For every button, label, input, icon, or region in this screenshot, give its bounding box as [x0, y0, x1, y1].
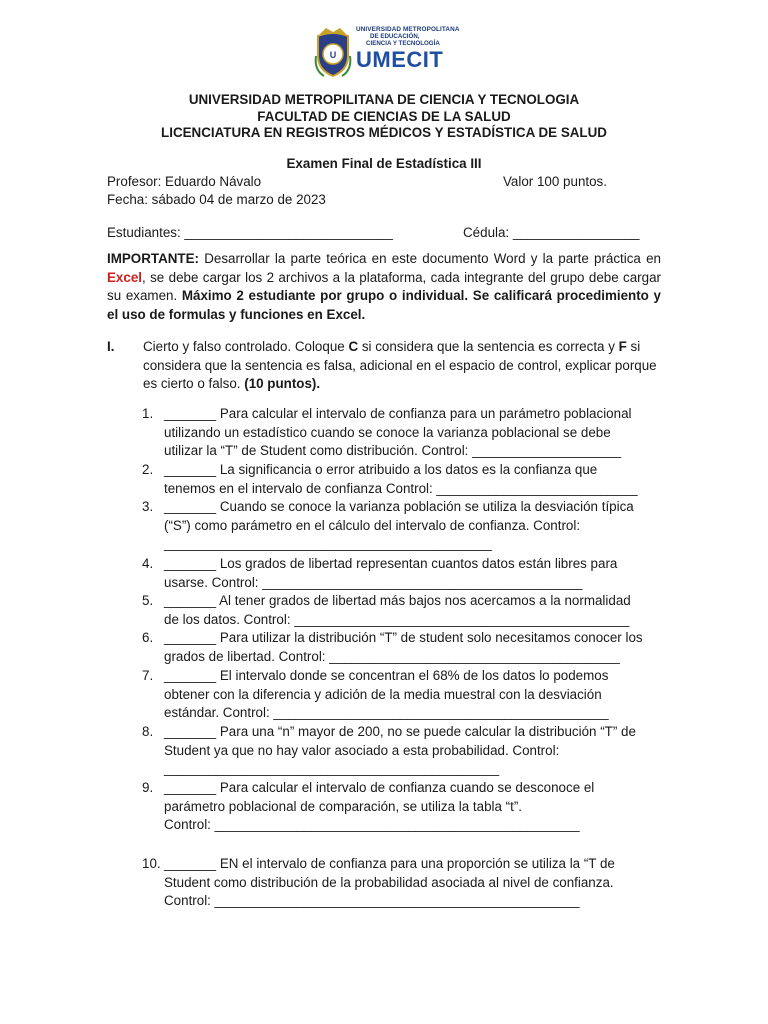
question-line[interactable]: _______ Para calcular el intervalo de confianza para un parámetro poblacional — [164, 406, 632, 421]
question-text — [164, 555, 660, 592]
question-line[interactable]: _______ EN el intervalo de confianza para una proporción se utiliza la “T de — [164, 856, 615, 871]
question-line: Student como distribución de la probabilidad asociada al nivel de confianza. — [164, 874, 614, 890]
logo-brand: UMECIT — [356, 47, 444, 72]
umecit-logo — [314, 26, 460, 82]
question-number: 5. — [142, 593, 154, 608]
degree-name: LICENCIATURA EN REGISTROS MÉDICOS Y ESTADÍSTICA DE SALUD — [161, 125, 607, 140]
question-text — [164, 592, 660, 629]
professor-line — [107, 173, 647, 190]
svg-text:U: U — [329, 50, 337, 60]
section-points: (10 puntos). — [244, 376, 321, 391]
university-name: UNIVERSIDAD METROPILITANA DE CIENCIA Y TECNOLOGIA — [188, 92, 580, 107]
section-text-c: si considera que la sentencia es falsa, adicional en el espacio de control, explicar porque es cierto o falso. — [143, 339, 657, 391]
question-text — [164, 667, 660, 723]
question-text — [164, 461, 660, 498]
logo-line-1: UNIVERSIDAD METROPOLITANA — [356, 26, 460, 33]
question-number: 7. — [142, 668, 154, 683]
question-line: utilizando un estadístico cuando se conoce la varianza poblacional se debe — [164, 424, 611, 440]
question-line[interactable]: _____________________________________________ — [164, 761, 500, 776]
question-line[interactable]: _______ Al tener grados de libertad más bajos nos acercamos a la normalidad — [164, 593, 631, 608]
question-line[interactable]: _______ Para una “n” mayor de 200, no se puede calcular la distribución “T” de — [164, 724, 636, 739]
question-line: Student ya que no hay valor asociado a esta probabilidad. Control: — [164, 742, 560, 758]
question-line[interactable]: _______ Los grados de libertad representan cuantos datos están libres para — [164, 556, 618, 571]
important-notice — [107, 250, 661, 324]
question-text — [164, 723, 660, 779]
section-c: C — [348, 339, 359, 354]
section-instructions — [143, 338, 661, 394]
question-line[interactable]: utilizar la “T” de Student como distribución. Control: ____________________ — [164, 443, 622, 458]
question-number: 4. — [142, 556, 154, 571]
section-number: I. — [107, 339, 115, 354]
important-text-2: , se debe cargar los 2 archivos a la plataforma, cada integrante del grupo debe cargar su examen. — [107, 269, 661, 303]
question-line[interactable]: grados de libertad. Control: _______________________________________ — [164, 648, 620, 664]
question-number: 10. — [142, 856, 161, 871]
section-text-b: si considera que la sentencia es correcta y — [358, 339, 619, 354]
question-text — [164, 779, 660, 835]
section-text-a: Cierto y falso controlado. Coloque — [143, 339, 349, 354]
question-line[interactable]: _______ Cuando se conoce la varianza población se utiliza la desviación típica — [164, 499, 634, 514]
logo-line-3: CIENCIA Y TECNOLOGÍA — [366, 40, 440, 47]
question-number: 2. — [142, 462, 154, 477]
exam-date: Fecha: sábado 04 de marzo de 2023 — [107, 192, 326, 207]
question-number: 1. — [142, 406, 154, 421]
university-seal-icon — [314, 26, 352, 78]
question-line[interactable]: Control: _________________________________________________ — [164, 817, 580, 832]
important-label: IMPORTANTE: — [107, 251, 199, 266]
section-f: F — [618, 339, 627, 354]
question-line[interactable]: de los datos. Control: _____________________________________________ — [164, 611, 630, 627]
question-number: 8. — [142, 724, 154, 739]
question-line[interactable]: _______ La significancia o error atribuido a los datos es la confianza que — [164, 462, 598, 477]
question-line[interactable]: Control: _________________________________________________ — [164, 893, 580, 908]
question-line[interactable]: _______ Para calcular el intervalo de confianza cuando se desconoce el — [164, 780, 595, 795]
logo-line-2: DE EDUCACIÓN, — [370, 33, 420, 40]
important-text-1: Desarrollar la parte teórica en este documento Word y la parte práctica en — [199, 251, 661, 266]
exam-title: Examen Final de Estadística III — [286, 156, 482, 171]
question-text — [164, 405, 660, 461]
institution-headings — [0, 92, 768, 142]
students-line — [107, 224, 647, 241]
question-line[interactable]: estándar. Control: _____________________________________________ — [164, 705, 609, 720]
question-line: parámetro poblacional de comparación, se utiliza la tabla “t”. — [164, 798, 523, 814]
question-text — [164, 855, 660, 911]
students-field[interactable]: Estudiantes: ____________________________ — [107, 225, 393, 240]
exam-value: Valor 100 puntos. — [503, 174, 607, 189]
question-line[interactable]: _______ El intervalo donde se concentran el 68% de los datos lo podemos — [164, 668, 609, 683]
excel-highlight: Excel — [107, 269, 142, 285]
cedula-field[interactable]: Cédula: _________________ — [463, 225, 640, 240]
question-line[interactable]: usarse. Control: ___________________________________________ — [164, 574, 583, 590]
question-line: obtener con la diferencia y adición de la media muestral con la desviación — [164, 686, 602, 702]
faculty-name: FACULTAD DE CIENCIAS DE LA SALUD — [257, 108, 511, 124]
question-text — [164, 498, 660, 554]
important-bold: Máximo 2 estudiante por grupo o individual. Se calificará procedimiento y el uso de formulas y funciones en Excel. — [107, 288, 661, 322]
professor: Profesor: Eduardo Návalo — [107, 174, 262, 189]
question-line[interactable]: tenemos en el intervalo de confianza Control: ___________________________ — [164, 480, 638, 496]
question-number: 9. — [142, 780, 154, 795]
question-line: (“S”) como parámetro en el cálculo del intervalo de confianza. Control: — [164, 517, 581, 533]
question-text — [164, 629, 660, 666]
question-line[interactable]: ____________________________________________ — [164, 536, 492, 551]
question-line[interactable]: _______ Para utilizar la distribución “T” de student solo necesitamos conocer los — [164, 630, 643, 645]
question-number: 6. — [142, 630, 154, 645]
question-number: 3. — [142, 499, 154, 514]
